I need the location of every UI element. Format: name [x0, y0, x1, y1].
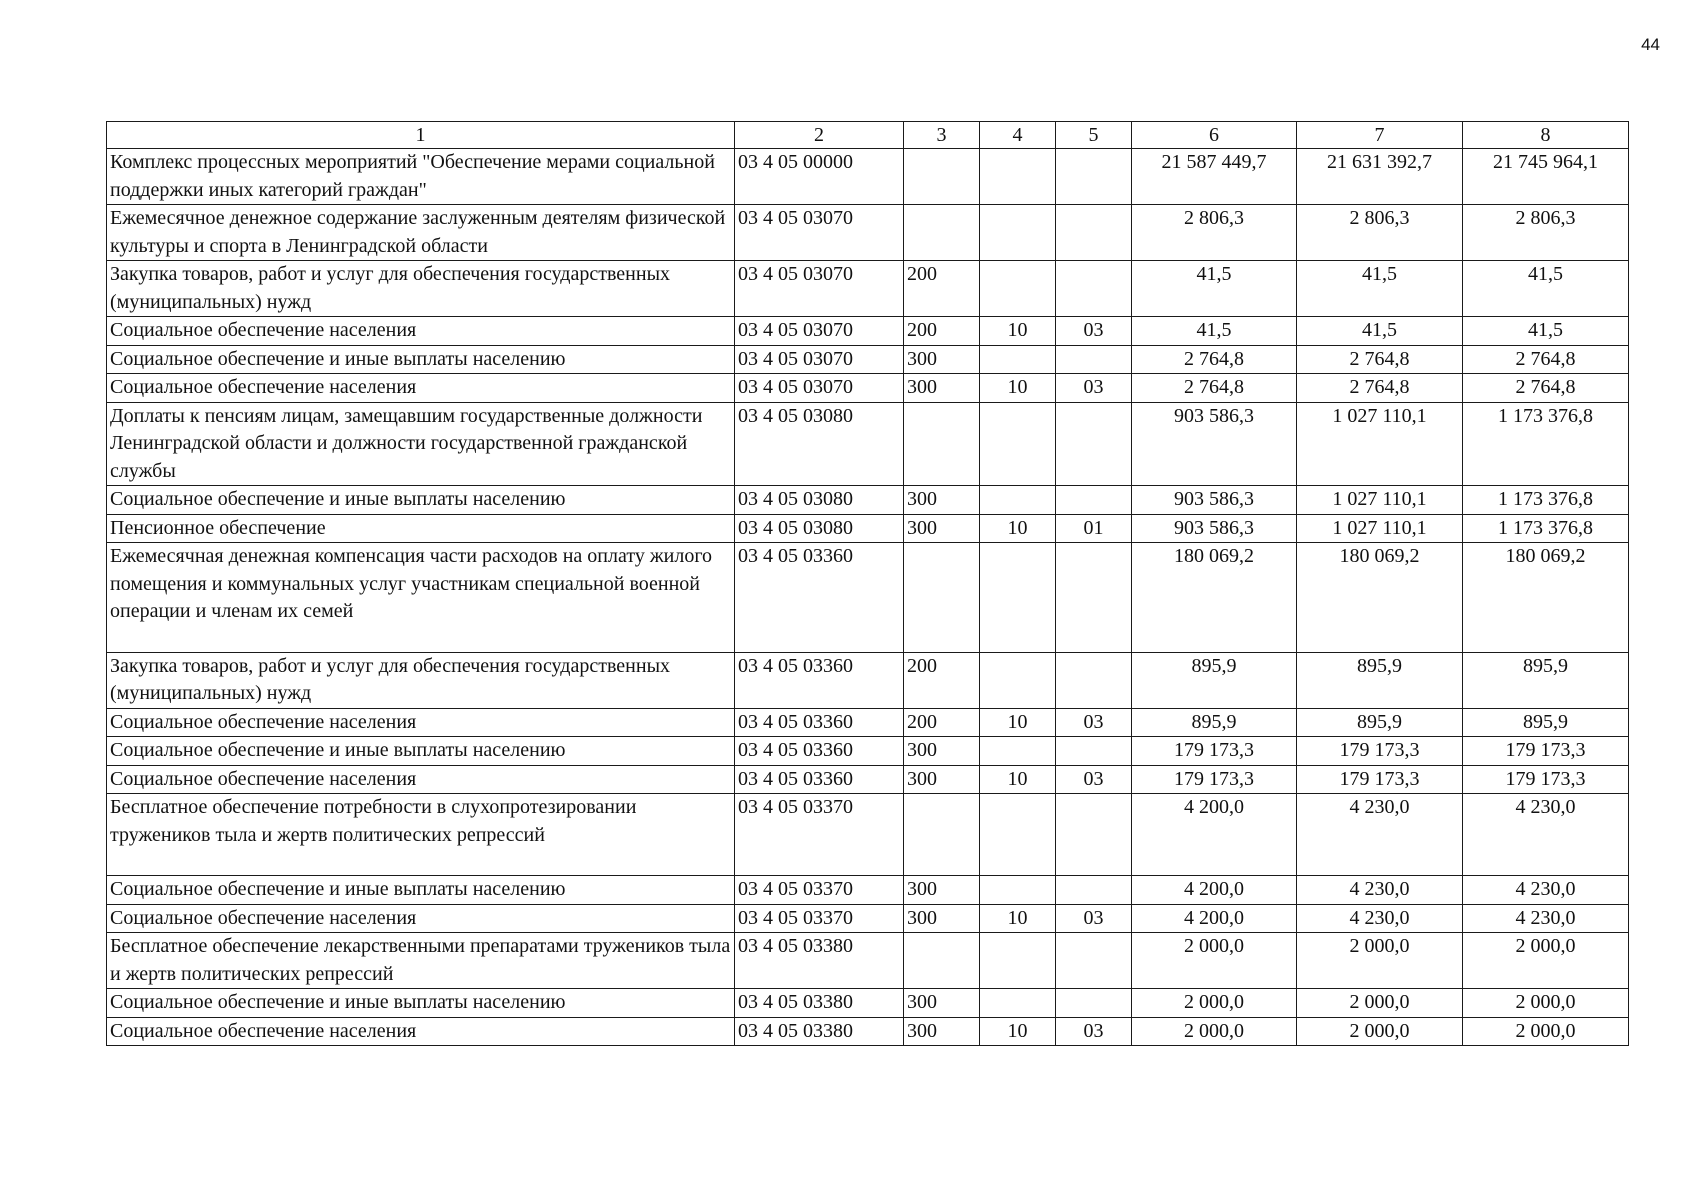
row-amount-col6-cell: 2 000,0 — [1132, 989, 1297, 1018]
row-amount-col6-cell: 4 200,0 — [1132, 904, 1297, 933]
row-name-cell: Социальное обеспечение населения — [107, 904, 735, 933]
row-name-cell: Ежемесячное денежное содержание заслуженным деятелям физической культуры и спорта в Ленинградской области — [107, 205, 735, 261]
table-row — [107, 652, 1629, 708]
row-amount-col6-cell: 903 586,3 — [1132, 514, 1297, 543]
row-section-cell: 10 — [980, 317, 1056, 346]
table-row — [107, 374, 1629, 403]
header-cell: 3 — [904, 122, 980, 149]
row-subsection-cell: 01 — [1056, 514, 1132, 543]
row-amount-col7-cell: 2 000,0 — [1297, 933, 1463, 989]
row-code-cell: 03 4 05 03380 — [735, 989, 904, 1018]
row-expense-type-cell: 300 — [904, 374, 980, 403]
row-amount-col6-cell: 179 173,3 — [1132, 737, 1297, 766]
table-row — [107, 737, 1629, 766]
header-cell: 4 — [980, 122, 1056, 149]
row-subsection-cell: 03 — [1056, 317, 1132, 346]
row-section-cell — [980, 737, 1056, 766]
row-section-cell — [980, 652, 1056, 708]
row-amount-col7-cell: 41,5 — [1297, 317, 1463, 346]
row-section-cell: 10 — [980, 708, 1056, 737]
row-amount-col6-cell: 2 000,0 — [1132, 933, 1297, 989]
row-subsection-cell — [1056, 876, 1132, 905]
row-amount-col8-cell: 895,9 — [1463, 708, 1629, 737]
row-amount-col8-cell: 2 000,0 — [1463, 933, 1629, 989]
row-subsection-cell: 03 — [1056, 765, 1132, 794]
row-section-cell: 10 — [980, 1017, 1056, 1046]
row-name-cell: Бесплатное обеспечение потребности в слухопротезировании тружеников тыла и жертв политических репрессий — [107, 794, 735, 876]
row-subsection-cell: 03 — [1056, 904, 1132, 933]
row-expense-type-cell: 200 — [904, 708, 980, 737]
row-subsection-cell — [1056, 149, 1132, 205]
row-expense-type-cell — [904, 933, 980, 989]
row-amount-col8-cell: 41,5 — [1463, 261, 1629, 317]
row-expense-type-cell — [904, 543, 980, 653]
row-amount-col8-cell: 895,9 — [1463, 652, 1629, 708]
row-amount-col7-cell: 179 173,3 — [1297, 765, 1463, 794]
row-amount-col6-cell: 2 000,0 — [1132, 1017, 1297, 1046]
row-code-cell: 03 4 05 00000 — [735, 149, 904, 205]
row-section-cell — [980, 794, 1056, 876]
table-row — [107, 317, 1629, 346]
table-row — [107, 514, 1629, 543]
row-name-cell: Пенсионное обеспечение — [107, 514, 735, 543]
row-name-cell: Социальное обеспечение и иные выплаты населению — [107, 486, 735, 515]
row-name-cell: Социальное обеспечение населения — [107, 765, 735, 794]
row-amount-col7-cell: 2 000,0 — [1297, 989, 1463, 1018]
row-expense-type-cell: 300 — [904, 765, 980, 794]
row-section-cell — [980, 261, 1056, 317]
table-row — [107, 989, 1629, 1018]
table-row — [107, 486, 1629, 515]
row-code-cell: 03 4 05 03070 — [735, 345, 904, 374]
row-amount-col7-cell: 895,9 — [1297, 652, 1463, 708]
table-row — [107, 149, 1629, 205]
row-amount-col6-cell: 903 586,3 — [1132, 486, 1297, 515]
row-subsection-cell — [1056, 486, 1132, 515]
table-header-row — [107, 122, 1629, 149]
row-code-cell: 03 4 05 03370 — [735, 904, 904, 933]
table-row — [107, 345, 1629, 374]
row-name-cell: Социальное обеспечение и иные выплаты населению — [107, 345, 735, 374]
row-section-cell — [980, 402, 1056, 486]
row-name-cell: Комплекс процессных мероприятий "Обеспечение мерами социальной поддержки иных категорий граждан" — [107, 149, 735, 205]
header-cell: 7 — [1297, 122, 1463, 149]
table-row — [107, 876, 1629, 905]
row-section-cell — [980, 205, 1056, 261]
row-amount-col8-cell: 4 230,0 — [1463, 904, 1629, 933]
row-amount-col7-cell: 2 806,3 — [1297, 205, 1463, 261]
row-code-cell: 03 4 05 03370 — [735, 876, 904, 905]
row-amount-col6-cell: 903 586,3 — [1132, 402, 1297, 486]
row-name-cell: Закупка товаров, работ и услуг для обеспечения государственных (муниципальных) нужд — [107, 652, 735, 708]
row-expense-type-cell: 300 — [904, 904, 980, 933]
table-row — [107, 402, 1629, 486]
row-name-cell: Социальное обеспечение населения — [107, 1017, 735, 1046]
row-expense-type-cell: 200 — [904, 652, 980, 708]
row-name-cell: Социальное обеспечение и иные выплаты населению — [107, 876, 735, 905]
row-amount-col8-cell: 2 000,0 — [1463, 1017, 1629, 1046]
row-code-cell: 03 4 05 03360 — [735, 652, 904, 708]
row-subsection-cell — [1056, 933, 1132, 989]
row-amount-col7-cell: 21 631 392,7 — [1297, 149, 1463, 205]
row-code-cell: 03 4 05 03380 — [735, 933, 904, 989]
row-expense-type-cell: 200 — [904, 261, 980, 317]
row-expense-type-cell: 200 — [904, 317, 980, 346]
row-name-cell: Социальное обеспечение населения — [107, 317, 735, 346]
row-section-cell — [980, 345, 1056, 374]
row-expense-type-cell: 300 — [904, 486, 980, 515]
row-amount-col6-cell: 4 200,0 — [1132, 794, 1297, 876]
budget-table — [106, 121, 1629, 1046]
row-code-cell: 03 4 05 03080 — [735, 402, 904, 486]
row-amount-col8-cell: 21 745 964,1 — [1463, 149, 1629, 205]
row-amount-col8-cell: 4 230,0 — [1463, 794, 1629, 876]
row-code-cell: 03 4 05 03080 — [735, 514, 904, 543]
row-amount-col7-cell: 1 027 110,1 — [1297, 402, 1463, 486]
row-code-cell: 03 4 05 03360 — [735, 543, 904, 653]
row-code-cell: 03 4 05 03080 — [735, 486, 904, 515]
row-section-cell: 10 — [980, 514, 1056, 543]
row-code-cell: 03 4 05 03360 — [735, 737, 904, 766]
row-amount-col7-cell: 2 000,0 — [1297, 1017, 1463, 1046]
row-amount-col8-cell: 2 000,0 — [1463, 989, 1629, 1018]
row-amount-col8-cell: 2 764,8 — [1463, 374, 1629, 403]
row-code-cell: 03 4 05 03380 — [735, 1017, 904, 1046]
row-amount-col8-cell: 1 173 376,8 — [1463, 402, 1629, 486]
table-row — [107, 794, 1629, 876]
row-amount-col8-cell: 1 173 376,8 — [1463, 486, 1629, 515]
row-expense-type-cell: 300 — [904, 989, 980, 1018]
row-amount-col8-cell: 2 764,8 — [1463, 345, 1629, 374]
row-code-cell: 03 4 05 03070 — [735, 374, 904, 403]
page-number: 44 — [1641, 35, 1660, 54]
table-row — [107, 708, 1629, 737]
row-amount-col6-cell: 180 069,2 — [1132, 543, 1297, 653]
row-amount-col6-cell: 21 587 449,7 — [1132, 149, 1297, 205]
row-amount-col6-cell: 179 173,3 — [1132, 765, 1297, 794]
table-row — [107, 261, 1629, 317]
header-cell: 5 — [1056, 122, 1132, 149]
row-amount-col8-cell: 180 069,2 — [1463, 543, 1629, 653]
row-expense-type-cell — [904, 149, 980, 205]
row-amount-col8-cell: 41,5 — [1463, 317, 1629, 346]
row-section-cell — [980, 486, 1056, 515]
row-amount-col6-cell: 2 806,3 — [1132, 205, 1297, 261]
row-code-cell: 03 4 05 03070 — [735, 317, 904, 346]
row-subsection-cell: 03 — [1056, 374, 1132, 403]
row-expense-type-cell — [904, 205, 980, 261]
row-section-cell: 10 — [980, 374, 1056, 403]
row-amount-col6-cell: 895,9 — [1132, 708, 1297, 737]
row-subsection-cell — [1056, 652, 1132, 708]
row-code-cell: 03 4 05 03360 — [735, 708, 904, 737]
row-section-cell — [980, 989, 1056, 1018]
row-section-cell: 10 — [980, 904, 1056, 933]
row-expense-type-cell — [904, 794, 980, 876]
row-code-cell: 03 4 05 03370 — [735, 794, 904, 876]
header-cell: 2 — [735, 122, 904, 149]
row-amount-col6-cell: 2 764,8 — [1132, 345, 1297, 374]
row-code-cell: 03 4 05 03070 — [735, 261, 904, 317]
row-subsection-cell — [1056, 989, 1132, 1018]
row-subsection-cell — [1056, 261, 1132, 317]
row-subsection-cell: 03 — [1056, 708, 1132, 737]
table-row — [107, 205, 1629, 261]
header-cell: 1 — [107, 122, 735, 149]
row-name-cell: Доплаты к пенсиям лицам, замещавшим государственные должности Ленинградской области и должности государственной гражданской службы — [107, 402, 735, 486]
row-expense-type-cell: 300 — [904, 1017, 980, 1046]
row-subsection-cell: 03 — [1056, 1017, 1132, 1046]
row-code-cell: 03 4 05 03360 — [735, 765, 904, 794]
row-amount-col6-cell: 41,5 — [1132, 317, 1297, 346]
row-subsection-cell — [1056, 345, 1132, 374]
row-name-cell: Социальное обеспечение и иные выплаты населению — [107, 989, 735, 1018]
table-row — [107, 1017, 1629, 1046]
row-section-cell: 10 — [980, 765, 1056, 794]
row-name-cell: Закупка товаров, работ и услуг для обеспечения государственных (муниципальных) нужд — [107, 261, 735, 317]
row-amount-col6-cell: 2 764,8 — [1132, 374, 1297, 403]
row-amount-col8-cell: 179 173,3 — [1463, 737, 1629, 766]
header-cell: 8 — [1463, 122, 1629, 149]
row-section-cell — [980, 876, 1056, 905]
row-name-cell: Социальное обеспечение населения — [107, 374, 735, 403]
row-expense-type-cell: 300 — [904, 876, 980, 905]
row-amount-col6-cell: 41,5 — [1132, 261, 1297, 317]
row-expense-type-cell: 300 — [904, 345, 980, 374]
row-section-cell — [980, 543, 1056, 653]
header-cell: 6 — [1132, 122, 1297, 149]
row-section-cell — [980, 933, 1056, 989]
row-expense-type-cell — [904, 402, 980, 486]
row-amount-col6-cell: 4 200,0 — [1132, 876, 1297, 905]
row-expense-type-cell: 300 — [904, 514, 980, 543]
row-name-cell: Ежемесячная денежная компенсация части расходов на оплату жилого помещения и коммунальных услуг участникам специальной военной операции и членам их семей — [107, 543, 735, 653]
row-code-cell: 03 4 05 03070 — [735, 205, 904, 261]
row-subsection-cell — [1056, 543, 1132, 653]
row-subsection-cell — [1056, 737, 1132, 766]
row-amount-col8-cell: 4 230,0 — [1463, 876, 1629, 905]
row-name-cell: Социальное обеспечение населения — [107, 708, 735, 737]
row-amount-col7-cell: 4 230,0 — [1297, 904, 1463, 933]
row-amount-col7-cell: 179 173,3 — [1297, 737, 1463, 766]
row-amount-col6-cell: 895,9 — [1132, 652, 1297, 708]
row-amount-col7-cell: 4 230,0 — [1297, 794, 1463, 876]
row-amount-col8-cell: 179 173,3 — [1463, 765, 1629, 794]
row-amount-col7-cell: 1 027 110,1 — [1297, 486, 1463, 515]
row-subsection-cell — [1056, 205, 1132, 261]
row-amount-col8-cell: 1 173 376,8 — [1463, 514, 1629, 543]
table-row — [107, 765, 1629, 794]
row-amount-col7-cell: 41,5 — [1297, 261, 1463, 317]
table-row — [107, 543, 1629, 653]
row-name-cell: Бесплатное обеспечение лекарственными препаратами тружеников тыла и жертв политических репрессий — [107, 933, 735, 989]
table-row — [107, 904, 1629, 933]
row-amount-col7-cell: 2 764,8 — [1297, 374, 1463, 403]
table-body — [107, 122, 1629, 1046]
row-name-cell: Социальное обеспечение и иные выплаты населению — [107, 737, 735, 766]
row-amount-col7-cell: 4 230,0 — [1297, 876, 1463, 905]
row-amount-col7-cell: 895,9 — [1297, 708, 1463, 737]
row-amount-col7-cell: 180 069,2 — [1297, 543, 1463, 653]
row-expense-type-cell: 300 — [904, 737, 980, 766]
row-amount-col7-cell: 2 764,8 — [1297, 345, 1463, 374]
row-subsection-cell — [1056, 794, 1132, 876]
row-subsection-cell — [1056, 402, 1132, 486]
row-section-cell — [980, 149, 1056, 205]
row-amount-col8-cell: 2 806,3 — [1463, 205, 1629, 261]
table-row — [107, 933, 1629, 989]
row-amount-col7-cell: 1 027 110,1 — [1297, 514, 1463, 543]
